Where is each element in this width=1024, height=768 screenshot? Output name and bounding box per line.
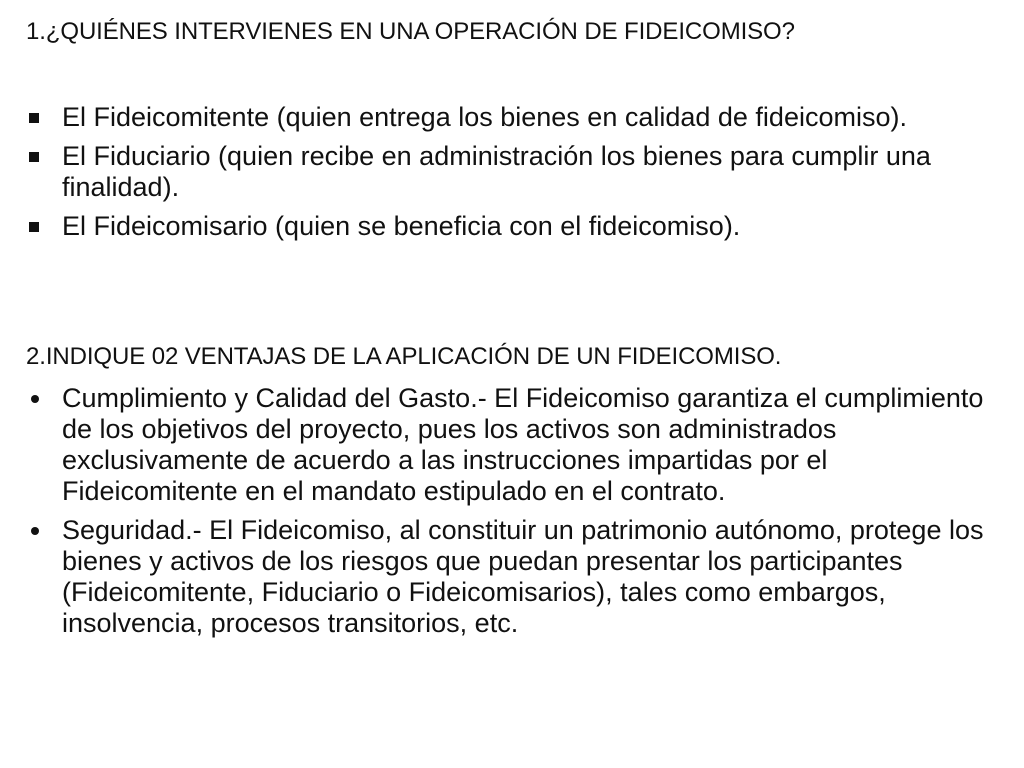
section2-heading: 2.INDIQUE 02 VENTAJAS DE LA APLICACIÓN DE UN FIDEICOMISO. xyxy=(26,343,782,370)
round-bullet-icon xyxy=(26,383,56,414)
list-item xyxy=(26,383,1001,507)
square-bullet-icon xyxy=(26,141,56,172)
list-item-text: Seguridad.- El Fideicomiso, al constituir un patrimonio autónomo, protege los bienes y activos de los riesgos que puedan presentar los participantes (Fideicomitente, Fiduciario o Fideicomisarios), tales como embargos, insolvencia, procesos transitorios, etc. xyxy=(62,515,984,638)
list-item xyxy=(26,211,1001,242)
section1-list xyxy=(26,102,1001,250)
list-item xyxy=(26,102,1001,133)
square-bullet-icon xyxy=(26,211,56,242)
list-item-text: El Fideicomisario (quien se beneficia con el fideicomiso). xyxy=(62,211,741,241)
list-item-text: El Fideicomitente (quien entrega los bienes en calidad de fideicomiso). xyxy=(62,102,907,132)
list-item xyxy=(26,515,1001,639)
list-item xyxy=(26,141,1001,203)
round-bullet-icon xyxy=(26,515,56,546)
list-item-text: Cumplimiento y Calidad del Gasto.- El Fideicomiso garantiza el cumplimiento de los objetivos del proyecto, pues los activos son administrados exclusivamente de acuerdo a las instrucciones impartidas por el Fideicomitente en el mandato estipulado en el contrato. xyxy=(62,383,984,506)
list-item-text: El Fiduciario (quien recibe en administración los bienes para cumplir una finalidad). xyxy=(62,141,931,202)
section1-heading: 1.¿QUIÉNES INTERVIENES EN UNA OPERACIÓN DE FIDEICOMISO? xyxy=(26,18,795,45)
section2-list xyxy=(26,383,1001,647)
square-bullet-icon xyxy=(26,102,56,133)
